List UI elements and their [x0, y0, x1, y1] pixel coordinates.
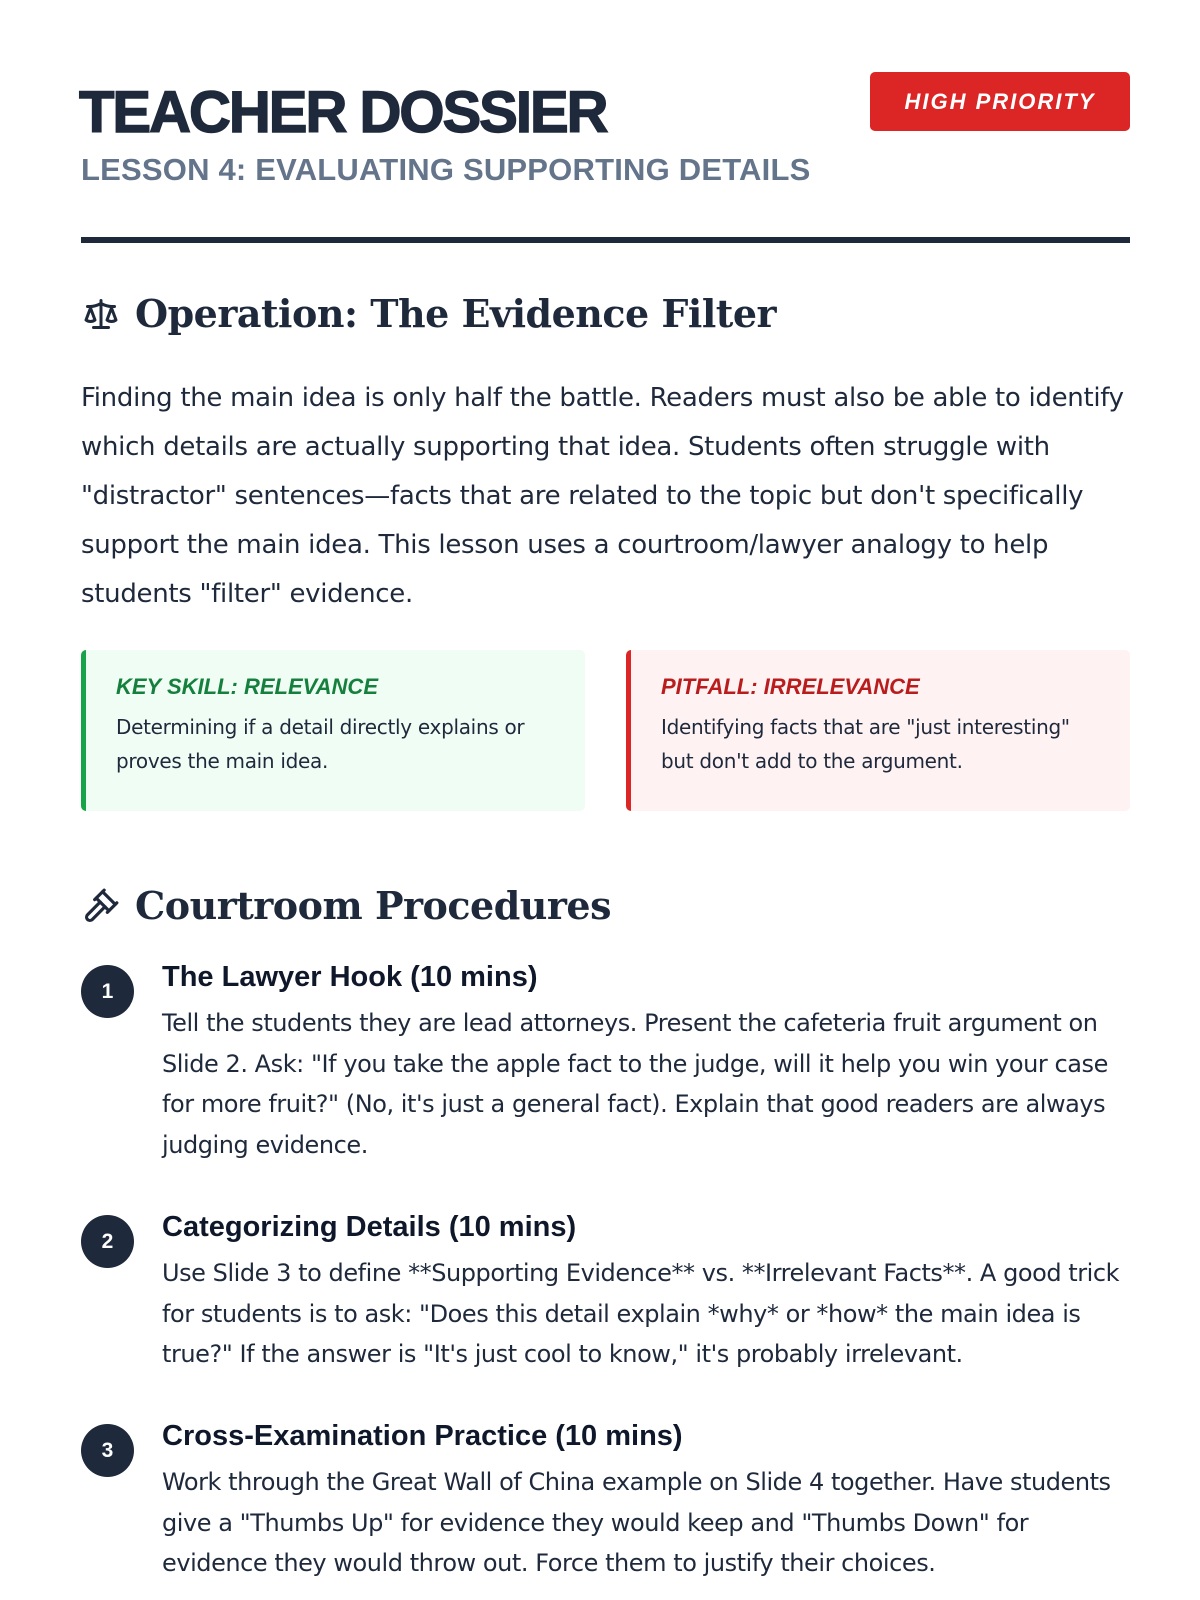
priority-badge: HIGH PRIORITY	[870, 72, 1130, 131]
step-number-badge: 1	[81, 965, 134, 1018]
step-body: Work through the Great Wall of China example on Slide 4 together. Have students give a "Thumbs Up" for evidence they would keep and "Thumbs Down" for evidence they would throw out. Force them to justify their choices.	[162, 1468, 1111, 1577]
scale-icon	[81, 294, 121, 334]
step-number-badge: 2	[81, 1215, 134, 1268]
key-skill-callout	[81, 650, 585, 811]
overview-heading	[81, 291, 776, 336]
overview-heading-text: Operation: The Evidence Filter	[135, 291, 777, 336]
pitfall-callout	[626, 650, 1130, 811]
step-title: Cross-Examination Practice (10 mins)	[162, 1420, 683, 1452]
step-body: Tell the students they are lead attorneys. Present the cafeteria fruit argument on Slide 2. Ask: "If you take the apple fact to the judge, will it help you win your case for more fruit?" (No, it's just a general fact). Explain that good readers are always judging evidence.	[162, 1009, 1108, 1159]
procedures-heading-text: Courtroom Procedures	[135, 883, 611, 928]
dossier-page	[79, 0, 1130, 1577]
dossier-header	[81, 0, 1130, 243]
step-number-badge: 3	[81, 1424, 134, 1477]
key-skill-text: Determining if a detail directly explains or proves the main idea.	[116, 715, 525, 774]
step-body: Use Slide 3 to define **Supporting Evidence** vs. **Irrelevant Facts**. A good trick for students is to ask: "Does this detail explain *why* or *how* the main idea is true?" If the answer is "It's just cool to know," it's probably irrelevant.	[162, 1259, 1120, 1368]
page-title: TEACHER DOSSIER	[79, 80, 607, 145]
pitfall-label: PITFALL: IRRELEVANCE	[661, 674, 920, 699]
gavel-icon	[81, 886, 121, 926]
step-title: Categorizing Details (10 mins)	[162, 1211, 577, 1243]
key-skill-label: KEY SKILL: RELEVANCE	[116, 674, 378, 699]
step-title: The Lawyer Hook (10 mins)	[162, 961, 538, 993]
lesson-subtitle: LESSON 4: EVALUATING SUPPORTING DETAILS	[81, 152, 811, 187]
pitfall-text: Identifying facts that are "just interesting" but don't add to the argument.	[661, 715, 1070, 774]
procedures-heading	[81, 883, 611, 928]
overview-paragraph: Finding the main idea is only half the battle. Readers must also be able to identify which details are actually supporting that idea. Students often struggle with "distractor" sentences—facts that are related to the topic but don't specifically support the main idea. This lesson uses a courtroom/lawyer analogy to help students "filter" evidence.	[81, 383, 1124, 609]
